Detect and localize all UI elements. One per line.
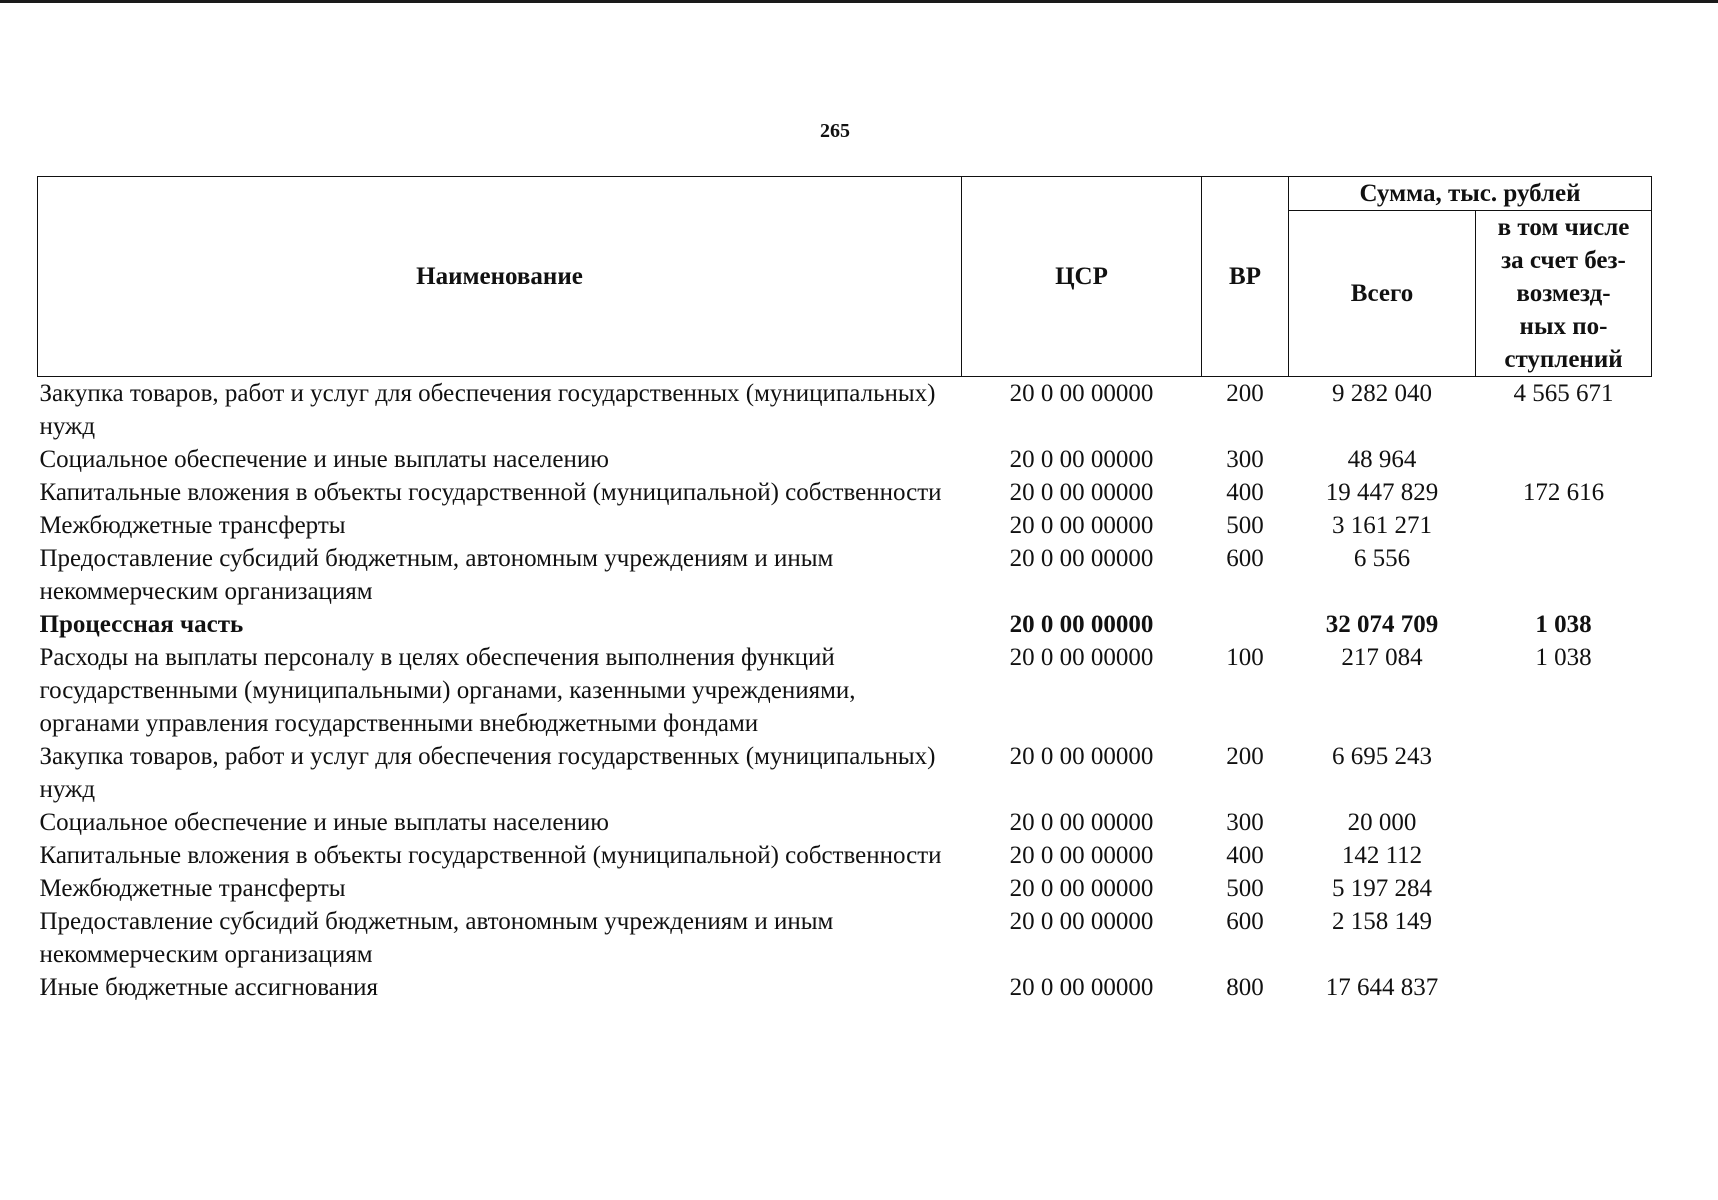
header-sum: Сумма, тыс. рублей bbox=[1289, 177, 1652, 211]
table-row bbox=[38, 806, 1652, 839]
table-row bbox=[38, 872, 1652, 905]
row-total: 142 112 bbox=[1341, 842, 1423, 869]
row-name: Предоставление субсидий бюджетным, автономным учреждениям и иным некоммерческим организациям bbox=[39, 545, 834, 605]
row-total: 9 282 040 bbox=[1332, 380, 1432, 407]
row-name: Капитальные вложения в объекты государственной (муниципальной) собственности bbox=[39, 842, 942, 869]
row-vr: 500 bbox=[1226, 875, 1264, 902]
header-free-line: возмезд- bbox=[1516, 280, 1611, 307]
row-csr: 20 0 00 00000 bbox=[1009, 545, 1154, 572]
row-total: 3 161 271 bbox=[1332, 512, 1432, 539]
top-border-line bbox=[0, 0, 1718, 3]
row-free-receipts bbox=[1476, 806, 1652, 839]
row-csr: 20 0 00 00000 bbox=[1009, 380, 1154, 407]
row-csr: 20 0 00 00000 bbox=[1009, 743, 1154, 770]
row-vr bbox=[1202, 608, 1289, 641]
row-free-receipts bbox=[1476, 905, 1652, 971]
header-free-receipts bbox=[1476, 211, 1652, 377]
row-name: Иные бюджетные ассигнования bbox=[39, 974, 379, 1001]
row-name: Межбюджетные трансферты bbox=[39, 512, 346, 539]
row-name: Закупка товаров, работ и услуг для обеспечения государственных (муниципальных) нужд bbox=[39, 743, 936, 803]
row-csr: 20 0 00 00000 bbox=[1009, 842, 1154, 869]
table-row bbox=[38, 509, 1652, 542]
header-total: Всего bbox=[1289, 211, 1476, 377]
table-row bbox=[38, 641, 1652, 740]
header-free-line: ступлений bbox=[1504, 346, 1623, 373]
row-free-receipts bbox=[1476, 542, 1652, 608]
row-vr: 600 bbox=[1226, 545, 1264, 572]
row-csr: 20 0 00 00000 bbox=[1009, 446, 1154, 473]
table-row bbox=[38, 905, 1652, 971]
page-number: 265 bbox=[820, 120, 850, 142]
header-name: Наименование bbox=[38, 177, 962, 377]
row-vr: 400 bbox=[1226, 842, 1264, 869]
row-free-receipts: 172 616 bbox=[1522, 479, 1605, 506]
row-vr: 800 bbox=[1226, 974, 1264, 1001]
table-row bbox=[38, 608, 1652, 641]
row-total: 6 695 243 bbox=[1332, 743, 1432, 770]
row-name: Закупка товаров, работ и услуг для обеспечения государственных (муниципальных) нужд bbox=[39, 380, 936, 440]
row-vr: 500 bbox=[1226, 512, 1264, 539]
row-free-receipts bbox=[1476, 740, 1652, 806]
row-vr: 300 bbox=[1226, 809, 1264, 836]
table-row bbox=[38, 839, 1652, 872]
row-free-receipts bbox=[1476, 509, 1652, 542]
header-free-line: за счет без- bbox=[1501, 247, 1626, 274]
table-row bbox=[38, 542, 1652, 608]
row-csr: 20 0 00 00000 bbox=[1009, 611, 1154, 638]
row-free-receipts: 1 038 bbox=[1535, 611, 1592, 638]
row-free-receipts: 1 038 bbox=[1535, 644, 1592, 671]
row-name: Расходы на выплаты персоналу в целях обеспечения выполнения функций государственными (муниципальными) органами, казенными учреждениями, органами управления государственными внебюджетными фондами bbox=[39, 644, 856, 737]
table-row bbox=[38, 443, 1652, 476]
row-vr: 200 bbox=[1226, 380, 1264, 407]
row-name: Капитальные вложения в объекты государственной (муниципальной) собственности bbox=[39, 479, 942, 506]
row-vr: 200 bbox=[1226, 743, 1264, 770]
row-total: 32 074 709 bbox=[1325, 611, 1439, 638]
row-vr: 600 bbox=[1226, 908, 1264, 935]
row-free-receipts: 4 565 671 bbox=[1513, 380, 1614, 407]
header-free-line: в том числе bbox=[1497, 214, 1630, 241]
table-header bbox=[38, 177, 1652, 377]
row-name: Социальное обеспечение и иные выплаты населению bbox=[39, 446, 609, 473]
table-body bbox=[38, 377, 1652, 1005]
row-free-receipts bbox=[1476, 971, 1652, 1004]
header-vr: ВР bbox=[1202, 177, 1289, 377]
row-free-receipts bbox=[1476, 839, 1652, 872]
row-csr: 20 0 00 00000 bbox=[1009, 644, 1154, 671]
row-total: 5 197 284 bbox=[1332, 875, 1432, 902]
row-csr: 20 0 00 00000 bbox=[1009, 479, 1154, 506]
row-vr: 300 bbox=[1226, 446, 1264, 473]
table-row bbox=[38, 971, 1652, 1004]
row-free-receipts bbox=[1476, 872, 1652, 905]
row-total: 19 447 829 bbox=[1325, 479, 1439, 506]
row-total: 17 644 837 bbox=[1325, 974, 1439, 1001]
row-csr: 20 0 00 00000 bbox=[1009, 875, 1154, 902]
row-csr: 20 0 00 00000 bbox=[1009, 809, 1154, 836]
row-name: Межбюджетные трансферты bbox=[39, 875, 346, 902]
budget-table bbox=[37, 176, 1652, 1004]
row-total: 6 556 bbox=[1353, 545, 1411, 572]
row-name: Социальное обеспечение и иные выплаты населению bbox=[39, 809, 609, 836]
row-csr: 20 0 00 00000 bbox=[1009, 974, 1154, 1001]
header-free-line: ных по- bbox=[1519, 313, 1608, 340]
row-vr: 400 bbox=[1226, 479, 1264, 506]
table-row bbox=[38, 377, 1652, 444]
row-csr: 20 0 00 00000 bbox=[1009, 908, 1154, 935]
row-total: 20 000 bbox=[1347, 809, 1417, 836]
table-row bbox=[38, 476, 1652, 509]
row-free-receipts bbox=[1476, 443, 1652, 476]
row-vr: 100 bbox=[1226, 644, 1264, 671]
table-row bbox=[38, 740, 1652, 806]
header-csr: ЦСР bbox=[962, 177, 1202, 377]
row-name: Предоставление субсидий бюджетным, автономным учреждениям и иным некоммерческим организациям bbox=[39, 908, 834, 968]
row-csr: 20 0 00 00000 bbox=[1009, 512, 1154, 539]
row-total: 2 158 149 bbox=[1332, 908, 1432, 935]
row-total: 217 084 bbox=[1341, 644, 1423, 671]
row-total: 48 964 bbox=[1347, 446, 1417, 473]
row-name: Процессная часть bbox=[39, 611, 244, 638]
